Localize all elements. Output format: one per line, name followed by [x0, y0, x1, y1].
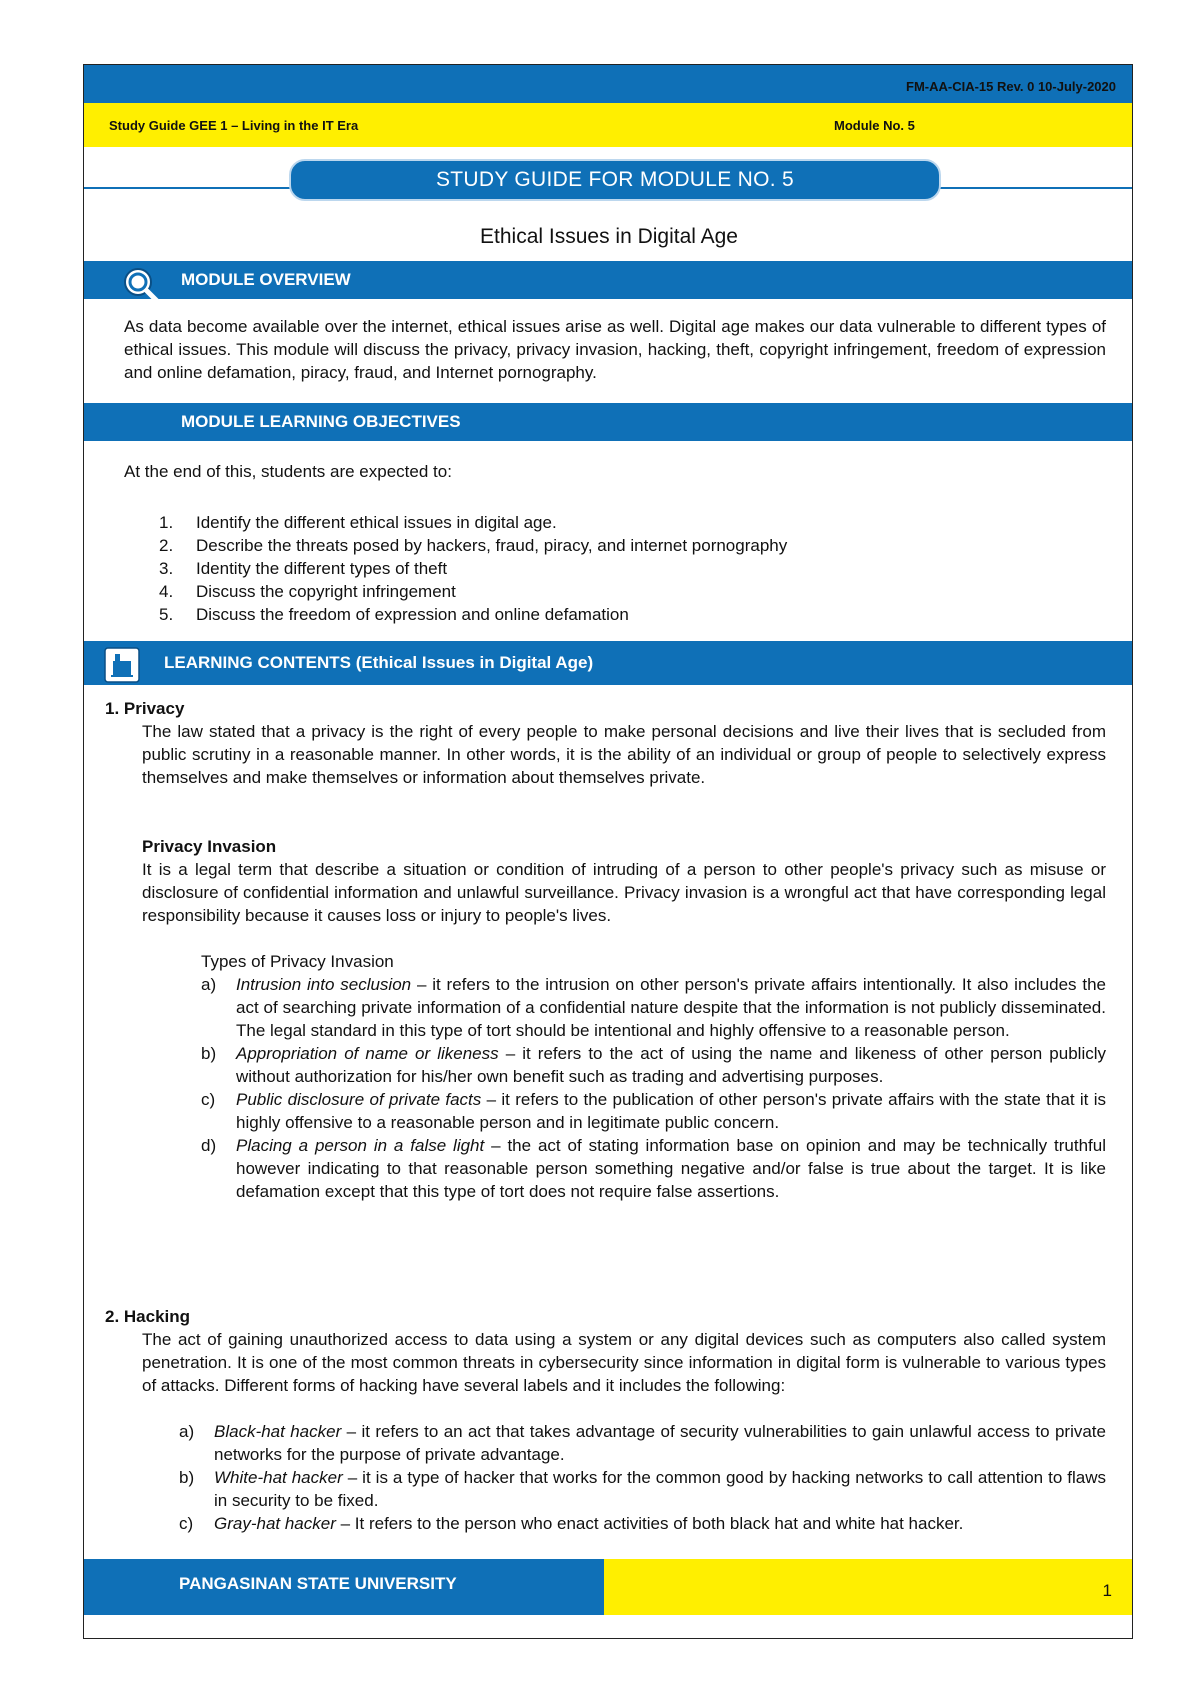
module-number-label: Module No. 5 [834, 118, 915, 133]
objective-text: Describe the threats posed by hackers, fraud, piracy, and internet pornography [196, 536, 788, 555]
list-marker: c) [201, 1090, 216, 1109]
list-item [201, 1042, 1106, 1088]
hacking-types-list [179, 1420, 1106, 1535]
term-description: – It refers to the person who enact activities of both black hat and white hat hacker. [335, 1514, 964, 1533]
hacking-text: The act of gaining unauthorized access to data using a system or any digital devices such as computers also called system penetration. It is one of the most common threats in cybersecurity since information in digital form is vulnerable to various types of attacks. Different forms of hacking have several labels and it includes the following: [142, 1330, 1106, 1395]
list-item [179, 1466, 1106, 1512]
objectives-intro: At the end of this, students are expected to: [124, 462, 452, 481]
list-item [179, 1512, 1106, 1535]
objective-number: 2. [159, 536, 174, 555]
banner-rule-right [936, 187, 1132, 189]
list-item [201, 1134, 1106, 1203]
banner-title: STUDY GUIDE FOR MODULE NO. 5 [289, 159, 941, 201]
term: White-hat hacker [214, 1468, 343, 1487]
objectives-list [159, 511, 787, 626]
privacy-invasion-text: It is a legal term that describe a situation or condition of intruding of a person to other people's privacy such as misuse or disclosure of confidential information and unlawful surveillance. Privacy invasion is a wrongful act that have corresponding legal responsibility because it causes loss or injury to people's lives. [142, 860, 1106, 925]
term: Placing a person in a false light [236, 1136, 485, 1155]
footer-band-yellow [604, 1559, 1132, 1615]
term-description: – the act of stating information base on opinion and may be technically truthful however indicating to that reasonable person something negative and/or false is true about the target. It is like defamation except that this type of tort does not require false assertions. [236, 1136, 1106, 1201]
term: Intrusion into seclusion [236, 975, 412, 994]
list-marker: b) [179, 1468, 195, 1487]
objective-item [159, 603, 787, 626]
privacy-text: The law stated that a privacy is the right of every people to make personal decisions and live their lives that is secluded from public scrutiny in a reasonable manner. In other words, it is the ability of an individual or group of people to selectively express themselves and make themselves or information about themselves private. [142, 722, 1106, 787]
list-item [201, 1088, 1106, 1134]
contents-heading: LEARNING CONTENTS (Ethical Issues in Digital Age) [164, 653, 594, 672]
term-description: – it refers to an act that takes advantage of security vulnerabilities to gain unlawful access to private networks for the purpose of private advantage. [214, 1422, 1106, 1464]
objective-number: 1. [159, 513, 174, 532]
objective-item [159, 580, 787, 603]
overview-heading: MODULE OVERVIEW [181, 270, 351, 289]
objective-number: 4. [159, 582, 174, 601]
list-marker: a) [179, 1422, 195, 1441]
book-icon [104, 647, 140, 683]
objective-number: 3. [159, 559, 174, 578]
objective-item [159, 557, 787, 580]
page-number: 1 [1102, 1581, 1112, 1600]
term: Public disclosure of private facts [236, 1090, 482, 1109]
objective-number: 5. [159, 605, 174, 624]
list-marker: a) [201, 975, 217, 994]
list-item [179, 1420, 1106, 1466]
objective-text: Discuss the freedom of expression and online defamation [196, 605, 629, 624]
objective-item [159, 534, 787, 557]
objectives-heading: MODULE LEARNING OBJECTIVES [181, 412, 461, 431]
objective-text: Identity the different types of theft [196, 559, 448, 578]
university-name: PANGASINAN STATE UNIVERSITY [179, 1574, 457, 1593]
objective-text: Discuss the copyright infringement [196, 582, 456, 601]
privacy-types-list [201, 973, 1106, 1203]
hacking-heading: 2. Hacking [105, 1307, 191, 1326]
privacy-invasion-heading: Privacy Invasion [142, 837, 277, 856]
term: Gray-hat hacker [214, 1514, 336, 1533]
overview-text: As data become available over the internet, ethical issues arise as well. Digital age makes our data vulnerable to different types of ethical issues. This module will discuss the privacy, privacy invasion, hacking, theft, copyright infringement, freedom of expression and online defamation, piracy, fraud, and Internet pornography. [124, 317, 1106, 382]
objective-text: Identify the different ethical issues in digital age. [196, 513, 557, 532]
term-description: – it refers to the publication of other person's private affairs with the state that it is highly offensive to a reasonable person and in legitimate public concern. [236, 1090, 1106, 1132]
term-description: – it refers to the act of using the name and likeness of other person publicly without authorization for his/her own benefit such as trading and advertising purposes. [236, 1044, 1107, 1086]
term-description: – it refers to the intrusion on other person's private affairs intentionally. It also includes the act of searching private information of a confidential nature despite that the information is not publicly disseminated. The legal standard in this type of tort should be intentional and highly offensive to a reasonable person. [236, 975, 1106, 1040]
magnifier-icon [121, 265, 161, 305]
list-marker: d) [201, 1136, 217, 1155]
list-item [201, 973, 1106, 1042]
form-code: FM-AA-CIA-15 Rev. 0 10-July-2020 [906, 79, 1116, 94]
privacy-types-heading: Types of Privacy Invasion [201, 952, 394, 971]
privacy-heading: 1. Privacy [105, 699, 185, 718]
objective-item [159, 511, 787, 534]
term-description: – it is a type of hacker that works for the common good by hacking networks to call attention to flaws in security to be fixed. [214, 1468, 1106, 1510]
list-marker: b) [201, 1044, 217, 1063]
document-title: Ethical Issues in Digital Age [480, 225, 738, 248]
banner-rule-left [84, 187, 294, 189]
term: Black-hat hacker [214, 1422, 342, 1441]
document-page [83, 64, 1133, 1639]
term: Appropriation of name or likeness [236, 1044, 499, 1063]
list-marker: c) [179, 1514, 194, 1533]
study-guide-label: Study Guide GEE 1 – Living in the IT Era [109, 118, 359, 133]
